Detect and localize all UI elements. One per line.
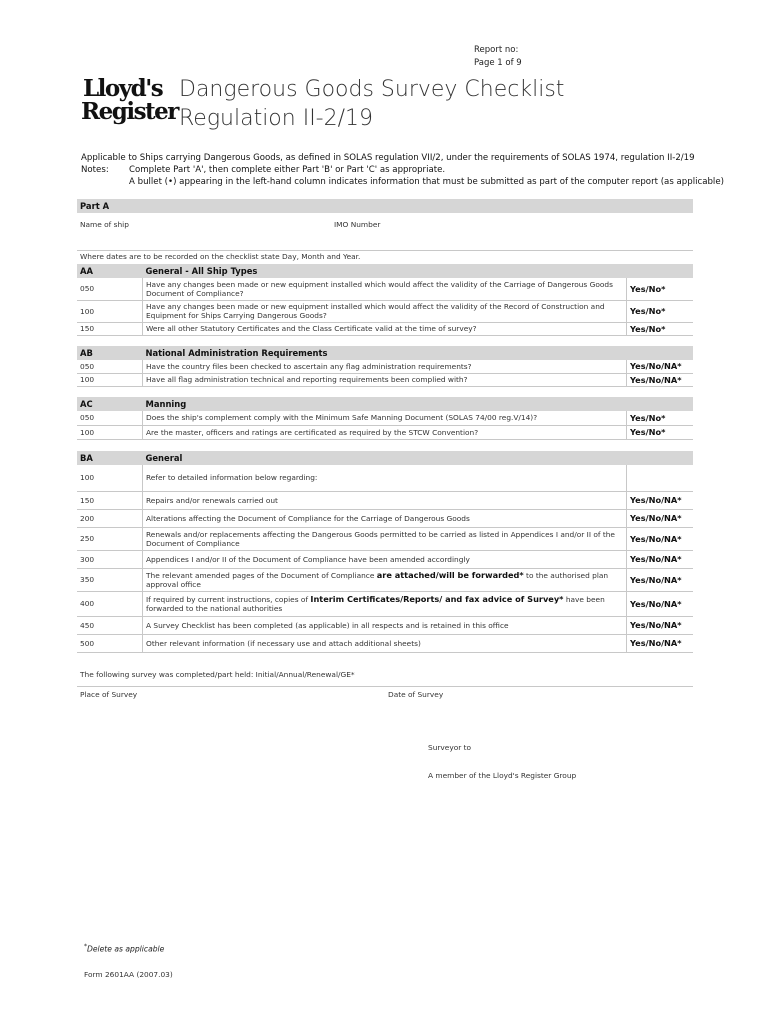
row-number: 500 bbox=[77, 634, 143, 652]
note-1: Complete Part 'A', then complete either Part 'B' or Part 'C' as appropriate. bbox=[129, 165, 446, 175]
question-text: to the authorised plan approval office bbox=[146, 571, 609, 589]
table-row bbox=[77, 278, 693, 300]
report-no-label: Report no: bbox=[474, 45, 519, 55]
row-question: Have all flag administration technical and reporting requirements been complied with? bbox=[143, 373, 627, 386]
answer-options[interactable]: Yes/No* bbox=[627, 411, 694, 425]
imo-number-label: IMO Number bbox=[334, 219, 381, 229]
row-number: 100 bbox=[77, 300, 143, 322]
table-row bbox=[77, 425, 693, 439]
member-group-label: A member of the Lloyd's Register Group bbox=[428, 771, 577, 780]
answer-options[interactable]: Yes/No/NA* bbox=[627, 509, 694, 527]
row-question: Does the ship's complement comply with the Minimum Safe Manning Document (SOLAS 74/00 reg.V/14)? bbox=[143, 411, 627, 425]
row-number: 200 bbox=[77, 509, 143, 527]
table-row bbox=[77, 411, 693, 425]
footnote-mark: * bbox=[84, 943, 87, 950]
answer-options[interactable]: Yes/No/NA* bbox=[627, 568, 694, 591]
question-text: If required by current instructions, copies of bbox=[146, 595, 311, 604]
name-of-ship-label: Name of ship bbox=[80, 219, 129, 229]
table-row bbox=[77, 491, 693, 509]
ship-info-row bbox=[77, 213, 693, 235]
note-2: A bullet (•) appearing in the left-hand column indicates information that must be submitted as part of the computer report (as applicable) bbox=[129, 177, 724, 187]
report-header-info bbox=[474, 44, 522, 70]
title-line2: Regulation II-2/19 bbox=[179, 106, 374, 131]
delete-note-text: Delete as applicable bbox=[87, 944, 165, 954]
section-code: AB bbox=[77, 346, 143, 360]
row-number: 150 bbox=[77, 491, 143, 509]
row-question bbox=[143, 568, 627, 591]
row-question: Appendices I and/or II of the Document of Compliance have been amended accordingly bbox=[143, 550, 627, 568]
row-question: Are the master, officers and ratings are certificated as required by the STCW Convention? bbox=[143, 425, 627, 439]
section-ac-table bbox=[77, 397, 693, 440]
row-question: Renewals and/or replacements affecting the Dangerous Goods permitted to be carried as listed in Appendices I and/or II of the Document of Compliance bbox=[143, 527, 627, 550]
answer-options[interactable]: Yes/No/NA* bbox=[627, 616, 694, 634]
section-title: National Administration Requirements bbox=[143, 346, 694, 360]
row-number: 350 bbox=[77, 568, 143, 591]
answer-options[interactable]: Yes/No/NA* bbox=[627, 550, 694, 568]
row-question: Were all other Statutory Certificates and the Class Certificate valid at the time of survey? bbox=[143, 322, 627, 335]
row-question: A Survey Checklist has been completed (as applicable) in all respects and is retained in this office bbox=[143, 616, 627, 634]
row-question: Have the country files been checked to ascertain any flag administration requirements? bbox=[143, 360, 627, 373]
table-row bbox=[77, 360, 693, 373]
row-question: Have any changes been made or new equipment installed which would affect the validity of the Record of Construction and Equipment for Ships Carrying Dangerous Goods? bbox=[143, 300, 627, 322]
row-number: 100 bbox=[77, 373, 143, 386]
answer-options bbox=[627, 465, 694, 491]
logo-line2: Register bbox=[81, 98, 178, 125]
table-row bbox=[77, 527, 693, 550]
table-row bbox=[77, 465, 693, 491]
row-number: 100 bbox=[77, 425, 143, 439]
divider bbox=[77, 686, 693, 687]
section-aa-table bbox=[77, 264, 693, 336]
answer-options[interactable]: Yes/No* bbox=[627, 278, 694, 300]
row-number: 450 bbox=[77, 616, 143, 634]
section-ab-table bbox=[77, 346, 693, 387]
answer-options[interactable]: Yes/No/NA* bbox=[627, 373, 694, 386]
intro-block bbox=[81, 152, 724, 188]
section-title: Manning bbox=[143, 397, 694, 411]
question-emphasis: are attached/will be forwarded* bbox=[376, 570, 524, 580]
dates-note: Where dates are to be recorded on the checklist state Day, Month and Year. bbox=[80, 252, 361, 261]
row-question: Other relevant information (if necessary use and attach additional sheets) bbox=[143, 634, 627, 652]
place-of-survey-label: Place of Survey bbox=[80, 690, 138, 699]
table-row bbox=[77, 616, 693, 634]
answer-options[interactable]: Yes/No/NA* bbox=[627, 360, 694, 373]
section-title: General bbox=[143, 451, 694, 465]
row-number: 250 bbox=[77, 527, 143, 550]
section-title: General - All Ship Types bbox=[143, 264, 694, 278]
row-number: 400 bbox=[77, 591, 143, 616]
survey-completed-note: The following survey was completed/part held: Initial/Annual/Renewal/GE* bbox=[80, 670, 355, 679]
title-line1: Dangerous Goods Survey Checklist bbox=[179, 77, 565, 102]
table-row bbox=[77, 568, 693, 591]
section-ba-table bbox=[77, 451, 693, 653]
row-number: 050 bbox=[77, 411, 143, 425]
applicable-text: Applicable to Ships carrying Dangerous Goods, as defined in SOLAS regulation VII/2, under the requirements of SOLAS 1974, regulation II-2/19 bbox=[81, 153, 695, 163]
row-question: Repairs and/or renewals carried out bbox=[143, 491, 627, 509]
answer-options[interactable]: Yes/No/NA* bbox=[627, 491, 694, 509]
row-number: 300 bbox=[77, 550, 143, 568]
table-row bbox=[77, 373, 693, 386]
table-row bbox=[77, 591, 693, 616]
row-number: 100 bbox=[77, 465, 143, 491]
table-row bbox=[77, 322, 693, 335]
table-row bbox=[77, 634, 693, 652]
question-emphasis: Interim Certificates/Reports/ and fax advice of Survey* bbox=[310, 594, 564, 604]
logo-line1: Lloyd's bbox=[83, 75, 163, 102]
delete-as-applicable-note bbox=[84, 943, 164, 954]
section-code: BA bbox=[77, 451, 143, 465]
table-row bbox=[77, 300, 693, 322]
part-a-heading: Part A bbox=[77, 199, 693, 213]
notes-label: Notes: bbox=[81, 165, 109, 175]
answer-options[interactable]: Yes/No/NA* bbox=[627, 634, 694, 652]
row-question: Refer to detailed information below regarding: bbox=[143, 465, 627, 491]
section-code: AA bbox=[77, 264, 143, 278]
answer-options[interactable]: Yes/No/NA* bbox=[627, 591, 694, 616]
answer-options[interactable]: Yes/No* bbox=[627, 425, 694, 439]
divider bbox=[77, 250, 693, 251]
row-question: Have any changes been made or new equipment installed which would affect the validity of the Carriage of Dangerous Goods Document of Compliance? bbox=[143, 278, 627, 300]
page-title bbox=[179, 75, 564, 133]
row-question: Alterations affecting the Document of Compliance for the Carriage of Dangerous Goods bbox=[143, 509, 627, 527]
row-number: 150 bbox=[77, 322, 143, 335]
row-number: 050 bbox=[77, 278, 143, 300]
surveyor-label: Surveyor to bbox=[428, 743, 472, 752]
lloyds-register-logo bbox=[81, 75, 178, 129]
part-a-table bbox=[77, 199, 693, 235]
row-question bbox=[143, 591, 627, 616]
question-text: have been forwarded to the national authorities bbox=[146, 595, 605, 613]
date-of-survey-label: Date of Survey bbox=[388, 690, 444, 699]
table-row bbox=[77, 550, 693, 568]
answer-options[interactable]: Yes/No/NA* bbox=[627, 527, 694, 550]
form-number: Form 2601AA (2007.03) bbox=[84, 970, 173, 979]
answer-options[interactable]: Yes/No* bbox=[627, 322, 694, 335]
row-number: 050 bbox=[77, 360, 143, 373]
page-number: Page 1 of 9 bbox=[474, 58, 522, 68]
section-code: AC bbox=[77, 397, 143, 411]
answer-options[interactable]: Yes/No* bbox=[627, 300, 694, 322]
question-text: The relevant amended pages of the Document of Compliance bbox=[146, 571, 377, 580]
table-row bbox=[77, 509, 693, 527]
